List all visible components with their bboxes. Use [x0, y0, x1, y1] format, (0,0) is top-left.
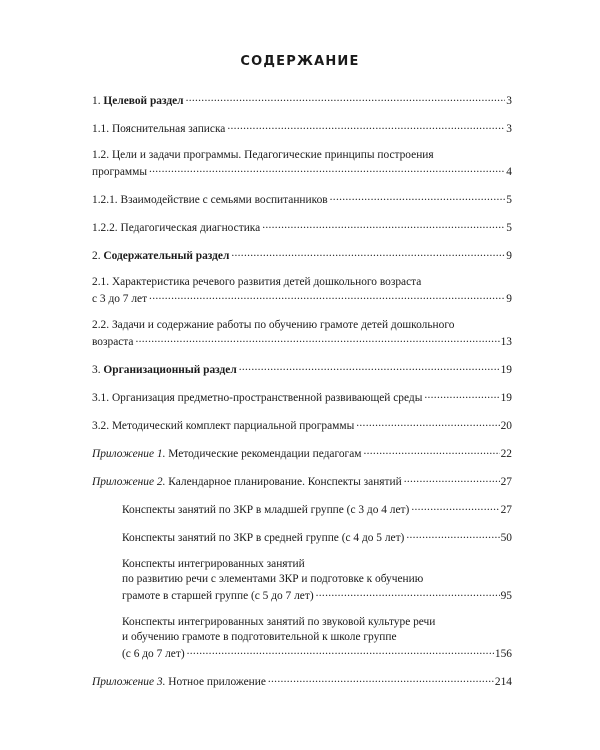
- dot-leader: [227, 120, 505, 132]
- toc-label-line: Задачи и содержание работы по обучению грамоте детей дошкольного: [111, 319, 455, 331]
- toc-page-number: 50: [500, 532, 512, 544]
- toc-label-line: Конспекты интегрированных занятий по звуковой культуре речи: [122, 616, 436, 628]
- toc-label: (с 6 до 7 лет): [122, 648, 185, 660]
- toc-page-number: 5: [506, 222, 512, 234]
- toc-label: с 3 до 7 лет: [92, 293, 148, 305]
- toc-entry-2[interactable]: [92, 247, 512, 264]
- dot-leader: [239, 361, 500, 373]
- toc-page-number: 9: [506, 250, 512, 262]
- toc-page-number: 5: [506, 194, 512, 206]
- toc-entry-appendix-2[interactable]: [92, 473, 512, 490]
- toc-label: Организация предметно-пространственной развивающей среды: [111, 392, 423, 404]
- toc-label: Пояснительная записка: [111, 123, 226, 135]
- toc-page-number: 19: [500, 392, 512, 404]
- page-title: СОДЕРЖАНИЕ: [240, 54, 360, 69]
- toc-label-line: и обучению грамоте в подготовительной к школе группе: [122, 631, 397, 643]
- toc-label: возраста: [92, 336, 134, 348]
- toc-page-number: 20: [500, 420, 512, 432]
- dot-leader: [330, 191, 506, 203]
- dot-leader: [135, 333, 499, 345]
- toc-entry-appendix-2-c[interactable]: [92, 557, 512, 604]
- toc-page-number: 3: [506, 123, 512, 135]
- toc-page-number: 156: [494, 648, 512, 660]
- toc-label: Методический комплект парциальной программы: [111, 420, 355, 432]
- toc-number: 3.1.: [92, 392, 110, 404]
- dot-leader: [187, 645, 494, 657]
- toc-page-number: 13: [500, 336, 512, 348]
- dot-leader: [316, 587, 500, 599]
- toc-entry-3[interactable]: [92, 361, 512, 378]
- toc-number: 2.2.: [92, 319, 110, 331]
- dot-leader: [149, 163, 505, 175]
- toc-entry-1-2-2[interactable]: [92, 219, 512, 236]
- toc-page-number: 27: [500, 504, 512, 516]
- toc-page-number: 27: [500, 476, 512, 488]
- toc-label: Конспекты занятий по ЗКР в младшей группе (с 3 до 4 лет): [122, 504, 410, 516]
- toc-number: 3.2.: [92, 420, 110, 432]
- toc-entry-2-1[interactable]: [92, 275, 512, 307]
- dot-leader: [186, 92, 506, 104]
- toc-label: Организационный раздел: [103, 364, 237, 376]
- toc-label: Взаимодействие с семьями воспитанников: [120, 194, 328, 206]
- toc-entry-appendix-2-b[interactable]: [92, 529, 512, 546]
- toc-entry-3-2[interactable]: [92, 417, 512, 434]
- toc-number: 1.2.: [92, 149, 110, 161]
- toc-number: 1.: [92, 95, 101, 107]
- toc-page-number: 19: [500, 364, 512, 376]
- toc-prefix: Приложение 3.: [92, 676, 166, 688]
- dot-leader: [149, 290, 505, 302]
- toc-entry-2-2[interactable]: [92, 318, 512, 350]
- toc-page-number: 22: [500, 448, 512, 460]
- toc-label: Содержательный раздел: [103, 250, 230, 262]
- toc-label: Целевой раздел: [103, 95, 184, 107]
- toc-page-number: 4: [506, 166, 512, 178]
- toc-prefix: Приложение 1.: [92, 448, 166, 460]
- dot-leader: [411, 501, 499, 513]
- toc-label: Календарное планирование. Конспекты занятий: [168, 476, 402, 488]
- toc-entry-appendix-2-a[interactable]: [92, 501, 512, 518]
- dot-leader: [262, 219, 505, 231]
- dot-leader: [406, 529, 499, 541]
- toc-number: 1.1.: [92, 123, 110, 135]
- toc-label: Нотное приложение: [168, 676, 266, 688]
- toc-entry-appendix-2-d[interactable]: [92, 615, 512, 662]
- dot-leader: [231, 247, 505, 259]
- toc-number: 2.1.: [92, 276, 110, 288]
- toc-entry-1-2-1[interactable]: [92, 191, 512, 208]
- toc-label: Методические рекомендации педагогам: [168, 448, 362, 460]
- toc-entry-3-1[interactable]: [92, 389, 512, 406]
- toc-label-line: Цели и задачи программы. Педагогические принципы построения: [111, 149, 434, 161]
- toc-page-number: 9: [506, 293, 512, 305]
- toc-entry-appendix-3[interactable]: [92, 673, 512, 690]
- toc-entry-1-2[interactable]: [92, 148, 512, 180]
- toc-label: программы: [92, 166, 147, 178]
- toc-label: Конспекты занятий по ЗКР в средней группе (с 4 до 5 лет): [122, 532, 405, 544]
- table-of-contents: [92, 92, 512, 701]
- toc-entry-1-1[interactable]: [92, 120, 512, 137]
- toc-label: грамоте в старшей группе (с 5 до 7 лет): [122, 590, 314, 602]
- toc-page-number: 214: [494, 676, 512, 688]
- toc-label-line: Характеристика речевого развития детей дошкольного возраста: [111, 276, 422, 288]
- dot-leader: [268, 673, 494, 685]
- toc-number: 2.: [92, 250, 101, 262]
- toc-entry-appendix-1[interactable]: [92, 445, 512, 462]
- toc-entry-1[interactable]: [92, 92, 512, 109]
- toc-label: Педагогическая диагностика: [120, 222, 261, 234]
- dot-leader: [424, 389, 499, 401]
- toc-page-number: 3: [506, 95, 512, 107]
- toc-number: 3.: [92, 364, 101, 376]
- toc-number: 1.2.2.: [92, 222, 118, 234]
- toc-prefix: Приложение 2.: [92, 476, 166, 488]
- dot-leader: [356, 417, 499, 429]
- toc-page-number: 95: [500, 590, 512, 602]
- dot-leader: [404, 473, 500, 485]
- dot-leader: [363, 445, 499, 457]
- toc-label-line: по развитию речи с элементами ЗКР и подготовке к обучению: [122, 573, 424, 585]
- toc-number: 1.2.1.: [92, 194, 118, 206]
- toc-label-line: Конспекты интегрированных занятий: [122, 558, 305, 570]
